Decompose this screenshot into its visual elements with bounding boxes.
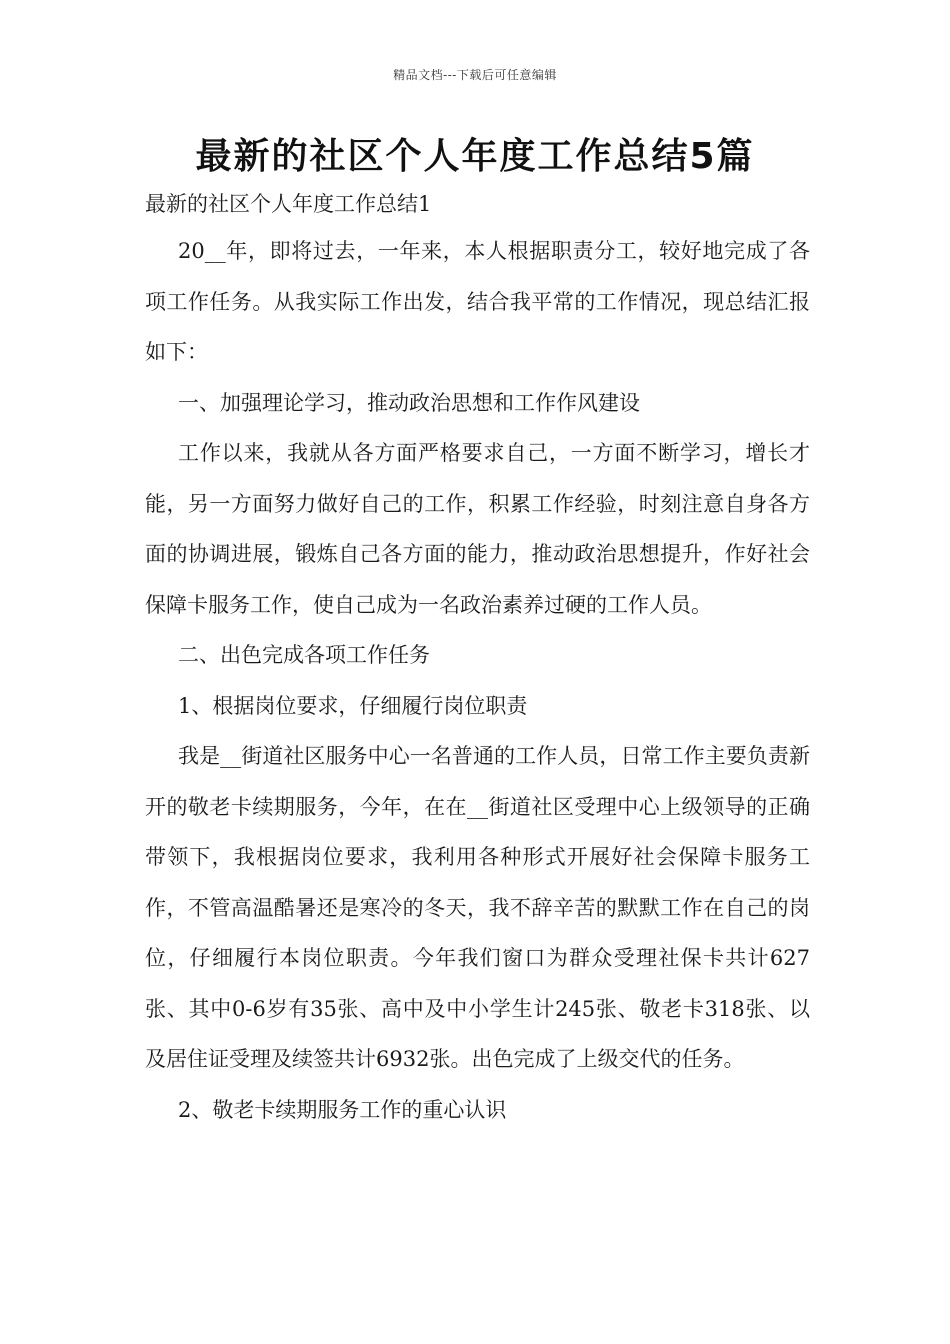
section-heading-1: 一、加强理论学习，推动政治思想和工作作风建设 — [178, 390, 640, 415]
subsection-heading-2: 2、敬老卡续期服务工作的重心认识 — [178, 1097, 507, 1122]
paragraph-duties: 我是__街道社区服务中心一名普通的工作人员，日常工作主要负责新开的敬老卡续期服务，今年，在在__街道社区受理中心上级领导的正确带领下，我根据岗位要求，我利用各种形式开展好社会保障卡服务工作，不管高温酷暑还是寒冷的冬天，我不辞辛苦的默默工作在自己的岗位，仔细履行本岗位职责。今年我们窗口为群众受理社保卡共计627张、其中0-6岁有35张、高中及中小学生计245张、敬老卡318张、以及居住证受理及续签共计6932张。出色完成了上级交代的任务。 — [145, 744, 810, 1071]
document-body — [145, 226, 810, 1135]
subsection-heading-1: 1、根据岗位要求，仔细履行岗位职责 — [178, 693, 528, 718]
paragraph-intro: 20__年，即将过去，一年来，本人根据职责分工，较好地完成了各项工作任务。从我实际工作出发，结合我平常的工作情况，现总结汇报如下： — [145, 239, 810, 364]
document-subtitle: 最新的社区个人年度工作总结1 — [145, 192, 432, 216]
section-heading-2: 二、出色完成各项工作任务 — [178, 643, 430, 667]
page-header: 精品文档---下载后可任意编辑 — [393, 68, 557, 82]
document-title: 最新的社区个人年度工作总结5篇 — [195, 136, 755, 177]
paragraph-study: 工作以来，我就从各方面严格要求自己，一方面不断学习，增长才能，另一方面努力做好自己的工作，积累工作经验，时刻注意自身各方面的协调进展，锻炼自己各方面的能力，推动政治思想提升，作好社会保障卡服务工作，使自己成为一名政治素养过硬的工作人员。 — [145, 441, 810, 617]
